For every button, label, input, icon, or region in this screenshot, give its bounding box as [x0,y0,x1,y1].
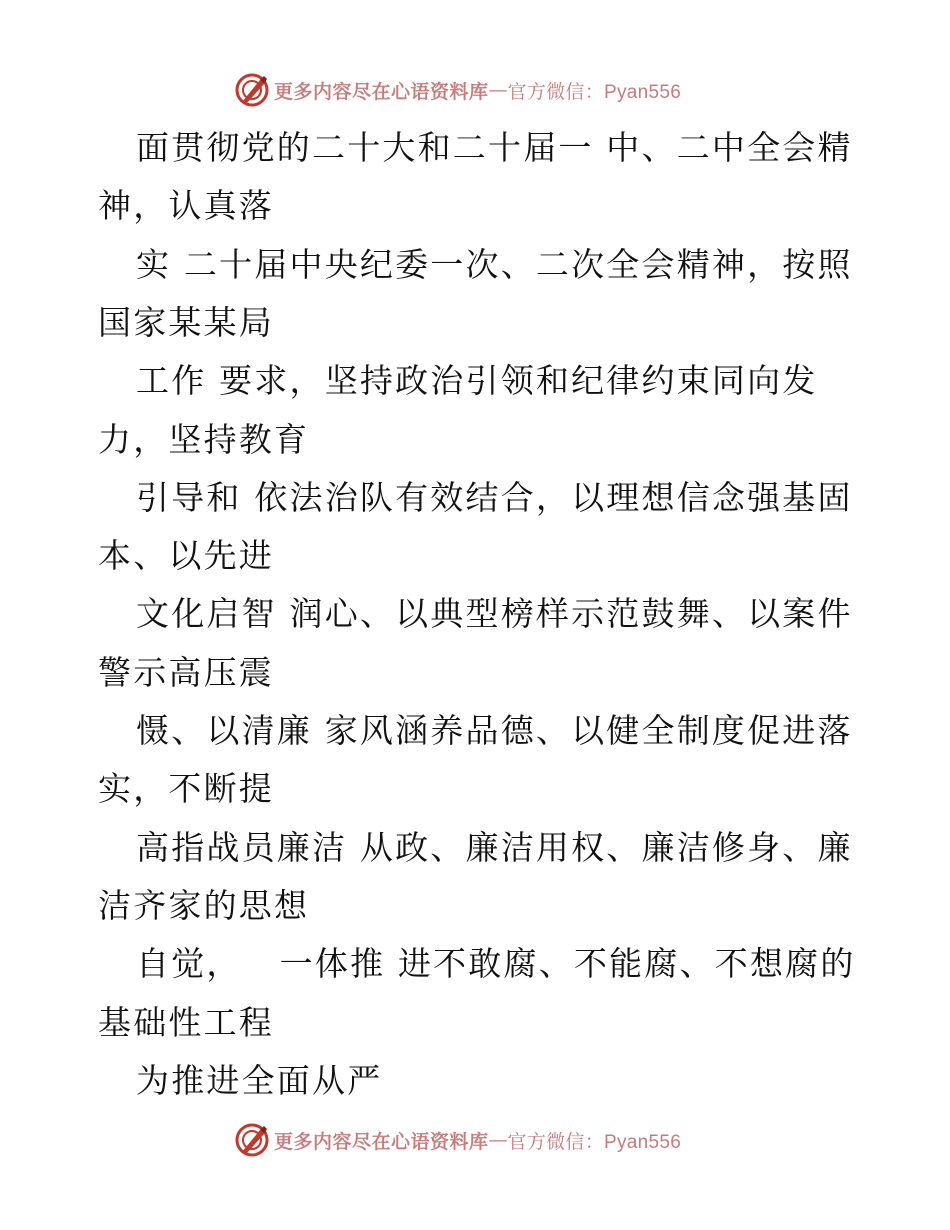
footer-banner [234,1120,681,1160]
body-line: 神，认真落 [98,186,274,225]
body-line: 面贯彻党的二十大和二十届一 中、二中全会精 [136,128,853,167]
body-line: 基础性工程 [98,1003,274,1042]
banner-separator: — [488,79,508,101]
body-line: 警示高压震 [98,653,274,692]
pen-logo-icon [234,1122,270,1158]
body-line: 洁齐家的思想 [98,886,310,925]
banner-title: 更多内容尽在心语资料库 [274,80,489,103]
banner-account: 官方微信：Pyan556 [507,1131,682,1153]
banner-account: 官方微信：Pyan556 [507,81,682,103]
body-line: 工作 要求，坚持政治引领和纪律约束同向发 [136,361,818,400]
body-line: 本、以先进 [98,536,274,575]
banner-title: 更多内容尽在心语资料库 [274,1130,489,1153]
body-line: 实，不断提 [98,769,274,808]
body-line: 引导和 依法治队有效结合，以理想信念强基固 [136,478,853,517]
body-line: 慑、以清廉 家风涵养品德、以健全制度促进落 [136,711,853,750]
body-line: 高指战员廉洁 从政、廉洁用权、廉洁修身、廉 [136,828,853,867]
body-line: 文化启智 润心、以典型榜样示范鼓舞、以案件 [136,594,853,633]
body-line: 实 二十届中央纪委一次、二次全会精神，按照 [136,245,853,284]
body-line: 国家某某局 [98,303,274,342]
body-line: 自觉， 一体推 进不敢腐、不能腐、不想腐的 [136,944,856,983]
body-line: 力，坚持教育 [98,420,310,459]
banner-separator: — [488,1129,508,1151]
body-line: 为推进全面从严 [136,1061,383,1100]
